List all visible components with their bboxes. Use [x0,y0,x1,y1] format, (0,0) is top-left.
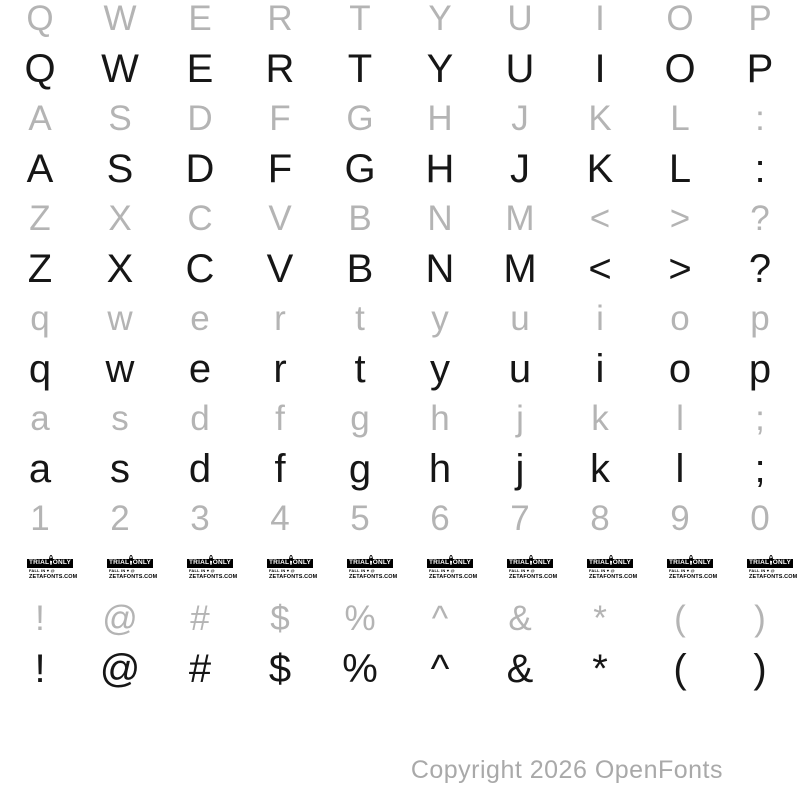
badge-cell [570,544,650,594]
badge-tagline: FALL IN ♥ @ [189,568,215,574]
glyph-cell: 0 [750,499,770,538]
glyph-cell: j [515,447,525,491]
glyph-cell: : [754,147,766,191]
glyph-cell: 9 [670,499,690,538]
glyph-cell: & [508,599,532,638]
glyph-cell: B [348,199,372,238]
badge-tagline: FALL IN ♥ @ [589,568,615,574]
glyph-cell: Z [29,199,51,238]
glyph-cell: f [275,399,285,438]
glyph-cell: N [425,247,455,291]
glyph-cell: R [265,47,295,91]
glyph-cell: V [266,247,294,291]
glyph-cell: s [111,399,129,438]
glyph-cell: F [267,147,293,191]
glyph-row-uppercase-zxcv [0,244,800,294]
glyph-cell: ) [753,647,767,691]
glyph-cell: T [347,47,373,91]
trial-only-badge-top [587,558,633,568]
glyph-cell: u [508,347,532,391]
only-chip: ONLY [772,559,791,567]
glyph-cell: D [187,99,213,138]
glyph-cell: s [110,447,130,491]
glyph-cell: g [348,447,372,491]
glyph-cell: # [188,647,212,691]
trial-only-badge [427,558,478,580]
glyph-cell: & [506,647,534,691]
glyph-cell: L [670,99,690,138]
glyph-cell: % [344,599,376,638]
glyph-cell: h [430,399,450,438]
trial-only-badge-top [427,558,473,568]
copyright-text: Copyright 2026 OpenFonts [410,756,723,784]
glyph-cell: 8 [590,499,610,538]
only-chip: ONLY [532,559,551,567]
glyph-cell: : [755,99,765,138]
only-chip: ONLY [292,559,311,567]
trial-only-badge-top [347,558,393,568]
glyph-cell: $ [270,599,290,638]
badge-site-url: ZETAFONTS.COM [589,573,638,580]
glyph-cell: ( [673,647,687,691]
glyph-cell: t [354,347,366,391]
glyph-cell: o [668,347,692,391]
glyph-cell: A [28,99,52,138]
glyph-cell: i [596,299,604,338]
badge-site-url: ZETAFONTS.COM [269,573,318,580]
only-chip: ONLY [372,559,391,567]
trial-only-badge-top [187,558,233,568]
glyph-row-lowercase-qwerty [0,344,800,394]
glyph-cell: ) [754,599,766,638]
trial-circle-icon [769,555,773,566]
badge-tagline: FALL IN ♥ @ [109,568,135,574]
glyph-cell: < [589,199,611,238]
trial-only-badge [507,558,558,580]
glyph-cell: E [188,0,212,38]
glyph-cell: K [588,99,612,138]
glyph-cell: V [268,199,292,238]
glyph-cell: l [676,399,684,438]
glyph-cell: q [28,347,52,391]
glyph-cell: L [668,147,692,191]
glyph-cell: f [274,447,286,491]
glyph-cell: ( [674,599,686,638]
glyph-cell: e [188,347,212,391]
only-chip: ONLY [452,559,471,567]
trial-only-badge-top [507,558,553,568]
glyph-cell: W [101,47,139,91]
glyph-cell: H [427,99,453,138]
glyph-cell: I [594,47,606,91]
glyph-cell: > [669,199,691,238]
glyph-cell: * [593,599,607,638]
trial-only-badge [187,558,238,580]
glyph-row-symbols-light [0,594,800,644]
badge-site-url: ZETAFONTS.COM [349,573,398,580]
glyph-cell: ! [34,647,46,691]
trial-chip: TRIAL [429,559,450,567]
glyph-cell: C [185,247,215,291]
badge-tagline: FALL IN ♥ @ [509,568,535,574]
glyph-cell: j [516,399,524,438]
glyph-cell: G [346,99,374,138]
trial-chip: TRIAL [749,559,770,567]
glyph-cell: P [746,47,774,91]
glyph-cell: S [108,99,132,138]
glyph-cell: R [267,0,293,38]
badge-cell [250,544,330,594]
trial-only-badge [107,558,158,580]
only-chip: ONLY [212,559,231,567]
trial-only-badge [27,558,78,580]
glyph-cell: ^ [430,647,450,691]
badge-cell [410,544,490,594]
glyph-cell: p [748,347,772,391]
trial-circle-icon [49,555,53,566]
glyph-cell: T [349,0,371,38]
glyph-cell: O [666,0,694,38]
badge-site-url: ZETAFONTS.COM [109,573,158,580]
glyph-cell: ! [35,599,45,638]
trial-circle-icon [369,555,373,566]
glyph-cell: t [355,299,365,338]
glyph-row-trial-badges [10,544,800,594]
glyph-cell: H [425,147,455,191]
glyph-cell: N [427,199,453,238]
badge-cell [650,544,730,594]
only-chip: ONLY [52,559,71,567]
trial-only-badge-top [107,558,153,568]
trial-only-badge-top [667,558,713,568]
badge-site-url: ZETAFONTS.COM [669,573,718,580]
glyph-cell: E [186,47,214,91]
glyph-cell: ? [750,199,770,238]
glyph-cell: C [187,199,213,238]
glyph-cell: J [510,147,530,191]
trial-chip: TRIAL [589,559,610,567]
glyph-cell: 3 [190,499,210,538]
trial-only-badge-top [27,558,73,568]
glyph-cell: ; [754,447,766,491]
badge-site-url: ZETAFONTS.COM [429,573,478,580]
trial-only-badge [267,558,318,580]
badge-cell [490,544,570,594]
badge-tagline: FALL IN ♥ @ [349,568,375,574]
glyph-cell: k [591,399,609,438]
badge-site-url: ZETAFONTS.COM [29,573,78,580]
badge-site-url: ZETAFONTS.COM [509,573,558,580]
glyph-cell: D [185,147,215,191]
glyph-row-uppercase-qwerty-light [0,0,800,44]
glyph-row-digits-light [0,494,800,544]
trial-chip: TRIAL [349,559,370,567]
trial-only-badge [667,558,718,580]
glyph-cell: q [30,299,50,338]
badge-cell [90,544,170,594]
glyph-cell: 4 [270,499,290,538]
badge-tagline: FALL IN ♥ @ [669,568,695,574]
glyph-cell: K [586,147,614,191]
glyph-row-lowercase-asdf-light [0,394,800,444]
glyph-cell: J [511,99,529,138]
trial-only-badge-top [747,558,793,568]
badge-cell [730,544,800,594]
trial-chip: TRIAL [109,559,130,567]
glyph-cell: a [30,399,50,438]
glyph-cell: Z [27,247,53,291]
trial-circle-icon [529,555,533,566]
badge-cell [10,544,90,594]
glyph-cell: > [668,247,692,291]
glyph-cell: U [507,0,533,38]
glyph-cell: ; [755,399,765,438]
glyph-row-uppercase-zxcv-light [0,194,800,244]
glyph-cell: e [190,299,210,338]
glyph-cell: Q [24,47,56,91]
glyph-cell: Y [426,47,454,91]
glyph-cell: h [428,447,452,491]
glyph-cell: 7 [510,499,530,538]
only-chip: ONLY [612,559,631,567]
glyph-cell: P [748,0,772,38]
trial-only-badge [587,558,638,580]
trial-circle-icon [209,555,213,566]
glyph-cell: y [431,299,449,338]
only-chip: ONLY [692,559,711,567]
badge-cell [330,544,410,594]
glyph-cell: ^ [431,599,449,638]
glyph-cell: 6 [430,499,450,538]
trial-chip: TRIAL [189,559,210,567]
trial-chip: TRIAL [29,559,50,567]
glyph-cell: i [595,347,605,391]
badge-tagline: FALL IN ♥ @ [429,568,455,574]
trial-only-badge [347,558,398,580]
glyph-cell: 2 [110,499,130,538]
glyph-cell: F [269,99,291,138]
glyph-cell: d [190,399,210,438]
glyph-cell: r [273,347,287,391]
glyph-cell: 5 [350,499,370,538]
trial-circle-icon [609,555,613,566]
trial-only-badge [747,558,798,580]
glyph-cell: M [503,247,537,291]
glyph-cell: U [505,47,535,91]
glyph-cell: O [664,47,696,91]
glyph-cell: B [346,247,374,291]
glyph-row-lowercase-qwerty-light [0,294,800,344]
trial-chip: TRIAL [669,559,690,567]
glyph-cell: w [105,347,135,391]
glyph-cell: X [106,247,134,291]
trial-circle-icon [449,555,453,566]
glyph-cell: M [505,199,535,238]
glyph-cell: $ [268,647,292,691]
glyph-cell: S [106,147,134,191]
glyph-cell: @ [102,599,138,638]
glyph-cell: o [670,299,690,338]
glyph-cell: I [595,0,605,38]
trial-circle-icon [129,555,133,566]
glyph-cell: g [350,399,370,438]
glyph-cell: % [342,647,378,691]
glyph-row-uppercase-qwerty [0,44,800,94]
glyph-row-symbols [0,644,800,694]
glyph-row-lowercase-asdf [0,444,800,494]
glyph-cell: A [26,147,54,191]
badge-cell [170,544,250,594]
badge-site-url: ZETAFONTS.COM [189,573,238,580]
glyph-cell: ? [748,247,772,291]
glyph-cell: G [344,147,376,191]
glyph-row-uppercase-asdf-light [0,94,800,144]
glyph-cell: @ [99,647,141,691]
only-chip: ONLY [132,559,151,567]
glyph-cell: u [510,299,530,338]
trial-circle-icon [289,555,293,566]
glyph-cell: r [274,299,286,338]
glyph-cell: < [588,247,612,291]
glyph-cell: 1 [30,499,50,538]
trial-only-badge-top [267,558,313,568]
glyph-cell: k [590,447,610,491]
glyph-cell: a [28,447,52,491]
badge-tagline: FALL IN ♥ @ [269,568,295,574]
glyph-cell: * [592,647,608,691]
glyph-cell: # [190,599,210,638]
glyph-cell: p [750,299,770,338]
glyph-cell: W [103,0,137,38]
glyph-cell: d [188,447,212,491]
trial-chip: TRIAL [269,559,290,567]
glyph-cell: l [675,447,685,491]
glyph-cell: Q [26,0,54,38]
glyph-row-uppercase-asdf [0,144,800,194]
badge-site-url: ZETAFONTS.COM [749,573,798,580]
glyph-cell: y [430,347,450,391]
glyph-cell: Y [428,0,452,38]
badge-tagline: FALL IN ♥ @ [29,568,55,574]
glyph-cell: X [108,199,132,238]
trial-chip: TRIAL [509,559,530,567]
badge-tagline: FALL IN ♥ @ [749,568,775,574]
trial-circle-icon [689,555,693,566]
glyph-cell: w [107,299,133,338]
